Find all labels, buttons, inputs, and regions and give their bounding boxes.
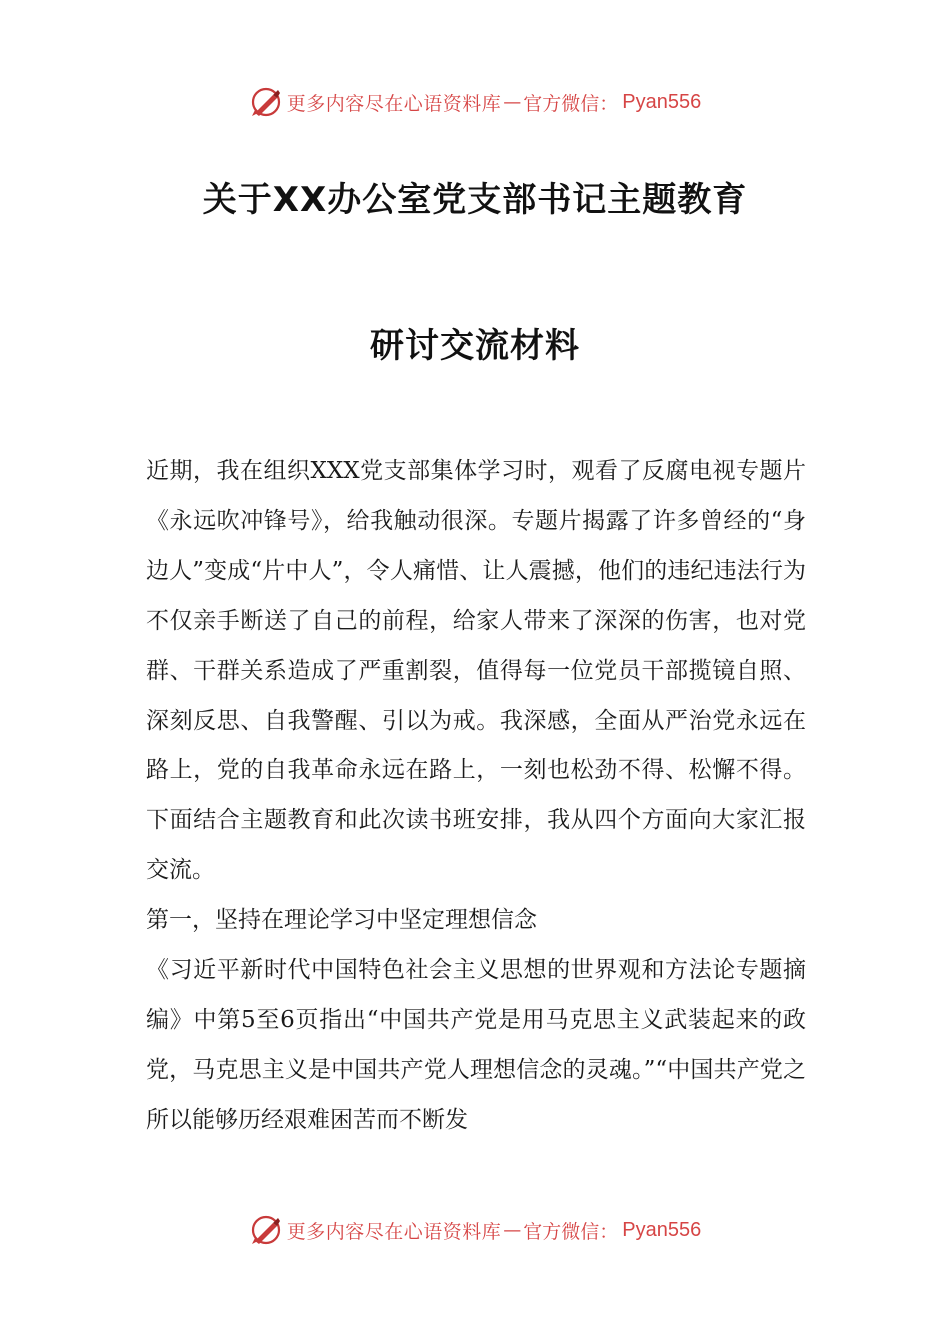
document-title-line1: 关于XX办公室党支部书记主题教育 <box>202 180 748 220</box>
banner-wechat-id: Pyan556 <box>622 90 702 113</box>
section-heading: 第一，坚持在理论学习中坚定理想信念 <box>146 907 537 934</box>
banner-slogan: 更多内容尽在心语资料库 <box>286 1220 502 1243</box>
banner-wechat-id: Pyan556 <box>622 1218 702 1241</box>
pen-logo-icon <box>249 1213 283 1247</box>
banner-dash: — <box>503 91 522 113</box>
footer-banner <box>0 1210 950 1250</box>
body-paragraph: 近期，我在组织XXX党支部集体学习时，观看了反腐电视专题片《永远吹冲锋号》，给我触动很深。专题片揭露了许多曾经的“身边人”变成“片中人”，令人痛惜、让人震撼，他们的违纪违法行为不仅亲手断送了自己的前程，给家人带来了深深的伤害，也对党群、干群关系造成了严重割裂，值得每一位党员干部揽镜自照、深刻反思、自我警醒、引以为戒。我深感，全面从严治党永远在路上，党的自我革命永远在路上，一刻也松劲不得、松懈不得。下面结合主题教育和此次读书班安排，我从四个方面向大家汇报交流。 <box>146 458 806 884</box>
banner-dash: — <box>503 1219 522 1241</box>
banner-contact-label: 官方微信： <box>523 92 619 115</box>
header-banner <box>0 82 950 122</box>
banner-slogan: 更多内容尽在心语资料库 <box>286 92 502 115</box>
pen-logo-icon <box>249 85 283 119</box>
banner-contact-label: 官方微信： <box>523 1220 619 1243</box>
body-paragraph: 《习近平新时代中国特色社会主义思想的世界观和方法论专题摘编》中第5至6页指出“中国共产党是用马克思主义武装起来的政党，马克思主义是中国共产党人理想信念的灵魂。”“中国共产党之所以能够历经艰难困苦而不断发 <box>146 957 806 1133</box>
document-body <box>146 447 806 1146</box>
document-title-line2: 研讨交流材料 <box>370 326 580 366</box>
